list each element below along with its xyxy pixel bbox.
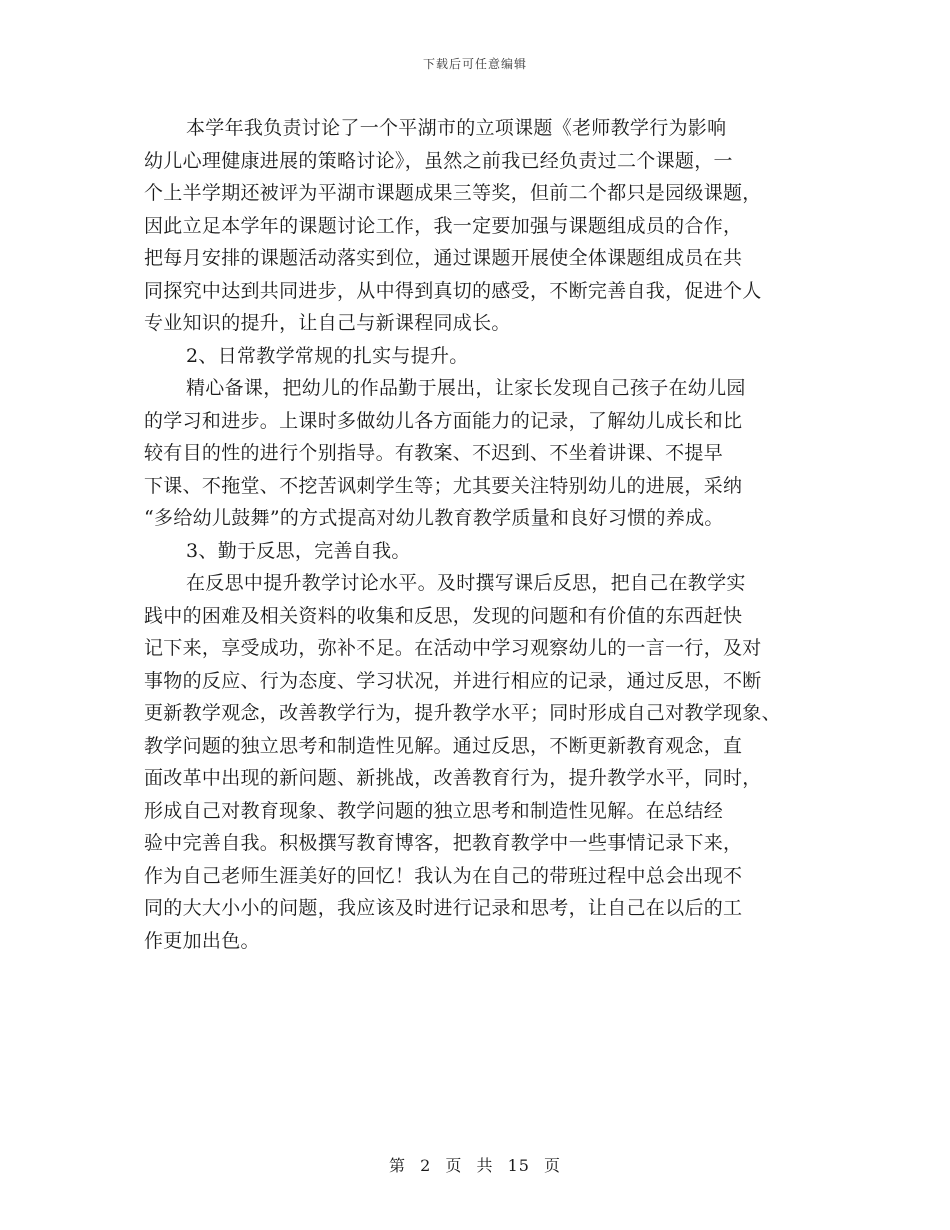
text-line: 事物的反应、行为态度、学习状况，并进行相应的记录，通过反思，不断 <box>144 669 762 692</box>
text-line: 记下来，享受成功，弥补不足。在活动中学习观察幼儿的一言一行，及对 <box>144 637 762 659</box>
text-line: 本学年我负责讨论了一个平湖市的立项课题《老师教学行为影响 <box>186 117 727 139</box>
footer-di: 第 <box>388 1156 406 1175</box>
text-line: 的学习和进步。上课时多做幼儿各方面能力的记录，了解幼儿成长和比 <box>144 409 743 432</box>
current-page-number: 2 <box>420 1156 432 1175</box>
section-heading: 3、勤于反思，完善自我。 <box>186 539 411 562</box>
text-line: 下课、不拖堂、不挖苦讽刺学生等；尤其要关注特别幼儿的进展，采纳 <box>144 474 743 497</box>
text-line: 验中完善自我。积极撰写教育博客，把教育教学中一些事情记录下来， <box>144 832 743 854</box>
text-line: 作更加出色。 <box>144 929 260 952</box>
section-heading: 2、日常教学常规的扎实与提升。 <box>186 344 469 367</box>
text-line: 同探究中达到共同进步，从中得到真切的感受，不断完善自我，促进个人 <box>144 279 762 302</box>
document-body <box>144 112 812 957</box>
text-line: 个上半学期还被评为平湖市课题成果三等奖，但前二个都只是园级课题， <box>144 182 762 204</box>
footer-gong: 共 <box>476 1156 494 1175</box>
text-line: 教学问题的独立思考和制造性见解。通过反思，不断更新教育观念，直 <box>144 734 743 757</box>
text-line: 专业知识的提升，让自己与新课程同成长。 <box>144 312 511 334</box>
text-line: 更新教学观念，改善教学行为，提升教学水平；同时形成自己对教学现象、 <box>144 702 781 724</box>
text-line: 把每月安排的课题活动落实到位，通过课题开展使全体课题组成员在共 <box>144 247 743 269</box>
page-header: 下载后可任意编辑 <box>422 57 527 71</box>
text-line: 同的大大小小的问题，我应该及时进行记录和思考，让自己在以后的工 <box>144 897 743 919</box>
text-line: 较有目的性的进行个别指导。有教案、不迟到、不坐着讲课、不提早 <box>144 442 724 464</box>
total-page-number: 15 <box>507 1156 530 1175</box>
text-line: 践中的困难及相关资料的收集和反思，发现的问题和有价值的东西赶快 <box>144 604 743 627</box>
text-line: 形成自己对教育现象、教学问题的独立思考和制造性见解。在总结经 <box>144 799 724 822</box>
text-line: 作为自己老师生涯美好的回忆！我认为在自己的带班过程中总会出现不 <box>144 864 743 887</box>
text-line: 面改革中出现的新问题、新挑战，改善教育行为，提升教学水平，同时， <box>144 767 762 789</box>
text-line: 幼儿心理健康进展的策略讨论》，虽然之前我已经负责过二个课题，一 <box>144 149 733 172</box>
text-line: 在反思中提升教学讨论水平。及时撰写课后反思，把自己在教学实 <box>186 572 746 594</box>
text-line: “多给幼儿鼓舞”的方式提高对幼儿教育教学质量和良好习惯的养成。 <box>144 507 724 529</box>
footer-ye: 页 <box>544 1156 562 1175</box>
footer-ye: 页 <box>445 1156 463 1175</box>
text-line: 因此立足本学年的课题讨论工作，我一定要加强与课题组成员的合作， <box>144 214 743 237</box>
text-line: 精心备课，把幼儿的作品勤于展出，让家长发现自己孩子在幼儿园 <box>186 377 746 399</box>
page-footer <box>0 1153 950 1176</box>
